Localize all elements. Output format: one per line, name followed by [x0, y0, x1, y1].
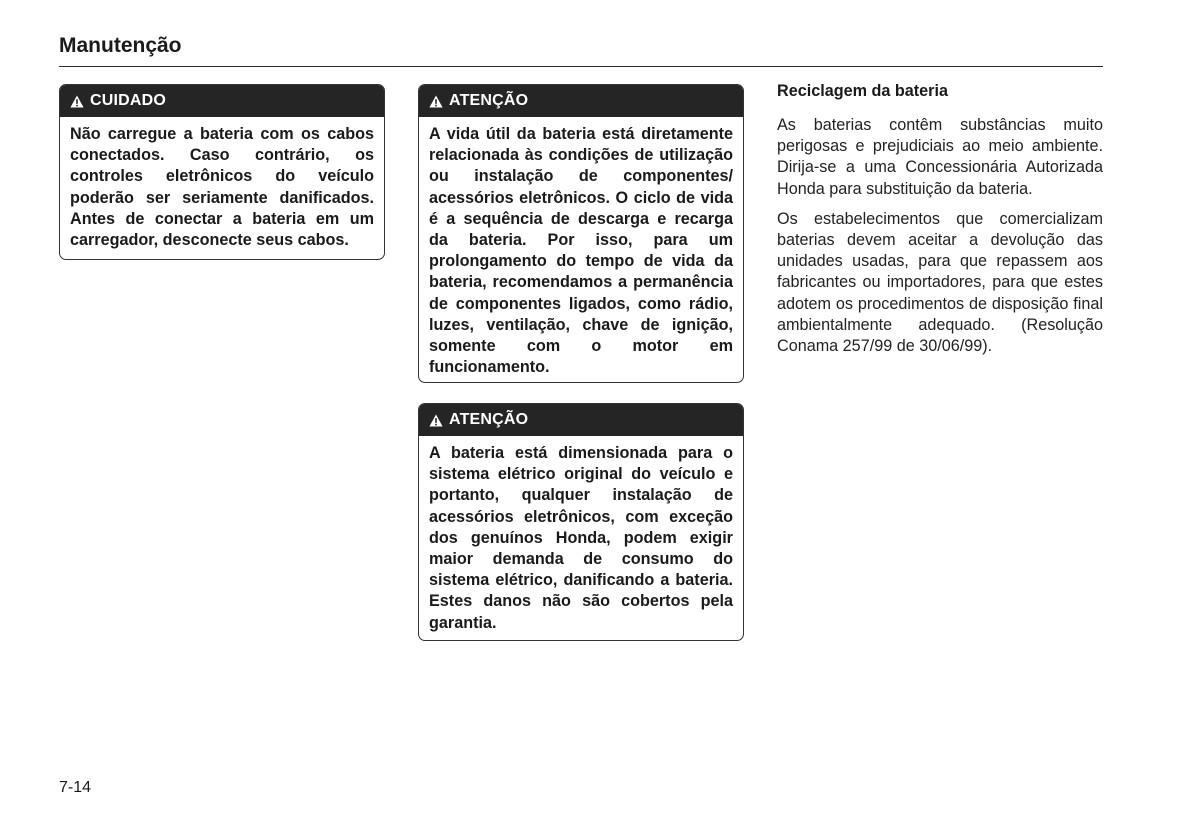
caution-box-label: CUIDADO: [90, 92, 167, 109]
recycling-paragraph: As baterias contêm substâncias muito perigosas e prejudiciais ao meio ambiente. Dirija-se a uma Concessionária Autorizada Honda para substituição da bateria.: [777, 116, 1103, 198]
attention-box-label: ATENÇÃO: [449, 411, 529, 428]
attention-box-label: ATENÇÃO: [449, 92, 529, 109]
page-number: 7-14: [59, 779, 92, 796]
warning-triangle-icon: [70, 95, 84, 108]
caution-box-text: Não carregue a bateria com os cabos conectados. Caso contrário, os controles eletrônicos do veículo poderão ser seriamente danificados. Antes de conectar a bateria em um carregador, desconecte seus cabos.: [70, 125, 374, 250]
warning-triangle-icon: [429, 95, 443, 108]
caution-box-header: [60, 85, 384, 117]
attention-box-electrical-system: [418, 403, 744, 641]
attention-box-text: A bateria está dimensionada para o sistema elétrico original do veículo e portanto, qualquer instalação de acessórios eletrônicos, com exceção dos genuínos Honda, podem exigir maior demanda de consumo do sistema elétrico, danificando a bateria. Estes danos não são cobertos pela garantia.: [429, 444, 733, 632]
attention-box-text: A vida útil da bateria está diretamente relacionada às condições de utilização ou instalação de componentes/ acessórios eletrônicos. O ciclo de vida é a sequência de descarga e recarga da bateria. Por isso, para um prolongamento do tempo de vida da bateria, recomendamos a permanência de componentes ligados, como rádio, luzes, ventilação, chave de ignição, somente com o motor em funcionamento.: [429, 125, 733, 377]
warning-triangle-icon: [429, 414, 443, 427]
attention-box-battery-life: [418, 84, 744, 383]
recycling-section: [777, 80, 1103, 366]
attention-box-header: [419, 404, 743, 436]
page-title: Manutenção: [59, 34, 182, 57]
header-divider: [59, 66, 1103, 67]
recycling-title: Reciclagem da bateria: [777, 82, 948, 100]
caution-box: [59, 84, 385, 260]
recycling-paragraph: Os estabelecimentos que comercializam baterias devem aceitar a devolução das unidades usadas, para que repassem aos fabricantes ou importadores, para que estes adotem os procedimentos de disposição final ambientalmente adequado. (Resolução Conama 257/99 de 30/06/99).: [777, 209, 1103, 356]
attention-box-header: [419, 85, 743, 117]
